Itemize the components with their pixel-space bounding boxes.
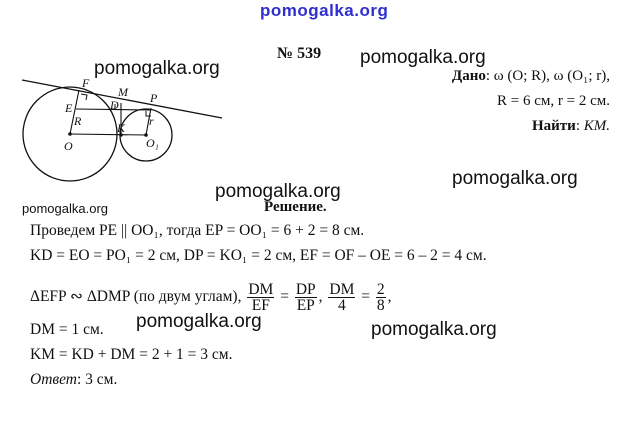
fraction-dp-ep [295,282,317,313]
label-o1: O₁ [146,136,159,150]
given-line-2: R = 6 см, r = 2 см. [497,93,610,109]
geometry-figure [18,72,228,192]
point-o [68,132,72,136]
fraction-numerator: DP [295,281,316,298]
label-e: E [65,101,73,115]
answer-line [30,371,117,389]
label-r-small: r [149,114,154,128]
label-d: D [110,98,119,112]
label-r-big: R [74,114,82,128]
problem-number: № 539 [277,45,322,62]
fraction-numerator: 2 [376,281,385,298]
fraction-2-8 [376,282,386,313]
watermark: pomogalka.org [360,47,486,68]
fraction-dm-4 [328,282,355,313]
label-f: F [82,76,90,90]
solution-line-4: DM = 1 см. [30,321,104,338]
solution-line-3: ΔEFP ∾ ΔDMP (по двум углам), $\frac{DM}{EF}$ = $\frac{DP}{EP}$ , $\frac{DM}{4}$ = $\frac{2}{8}$ , [30,281,392,314]
solution-line-2: KD = EO = PO₁ = 2 см, DP = KO₁ = 2 см, EF = OF – OE = 6 – 2 = 4 см. [30,247,487,264]
watermark-top: pomogalka.org [260,1,389,20]
fraction-denominator: 4 [338,297,346,314]
given-circles: ω (O; R), ω (O₁; r), [493,68,610,84]
solution-line-1: Проведем PE || OO₁, тогда EP = OO₁ = 6 + 2 = 8 см. [30,222,365,239]
find-line: Найти: KM. [532,118,610,134]
solution-line-5: KM = KD + DM = 2 + 1 = 3 см. [30,346,233,363]
similarity-text: ΔEFP ∾ ΔDMP (по двум углам), [30,288,242,306]
right-angle-f [81,94,87,100]
fraction-numerator: DM [329,281,355,298]
center-line [70,134,146,135]
fraction-denominator: EP [296,297,315,314]
watermark: pomogalka.org [136,311,262,332]
watermark: pomogalka.org [371,319,497,340]
label-o: O [64,139,73,153]
fraction-numerator: DM [248,281,274,298]
given-label: Дано [451,68,486,84]
answer-label: Ответ [30,371,77,388]
label-m: M [118,85,128,99]
fraction-dm-ef [247,282,274,313]
label-p: P [150,91,158,105]
answer-value: : 3 см. [76,371,118,388]
watermark: pomogalka.org [215,181,341,202]
given-line-1: Дано: ω (O; R), ω (O₁; r), [451,68,610,84]
solution-heading: Решение. [264,199,327,215]
fraction-denominator: EF [251,297,270,314]
label-k: K [117,121,126,135]
find-value: KM. [583,118,610,134]
watermark: pomogalka.org [452,168,578,189]
find-label: Найти [532,118,576,134]
watermark: pomogalka.org [94,58,220,79]
watermark: pomogalka.org [22,201,108,216]
fraction-denominator: 8 [376,297,385,314]
